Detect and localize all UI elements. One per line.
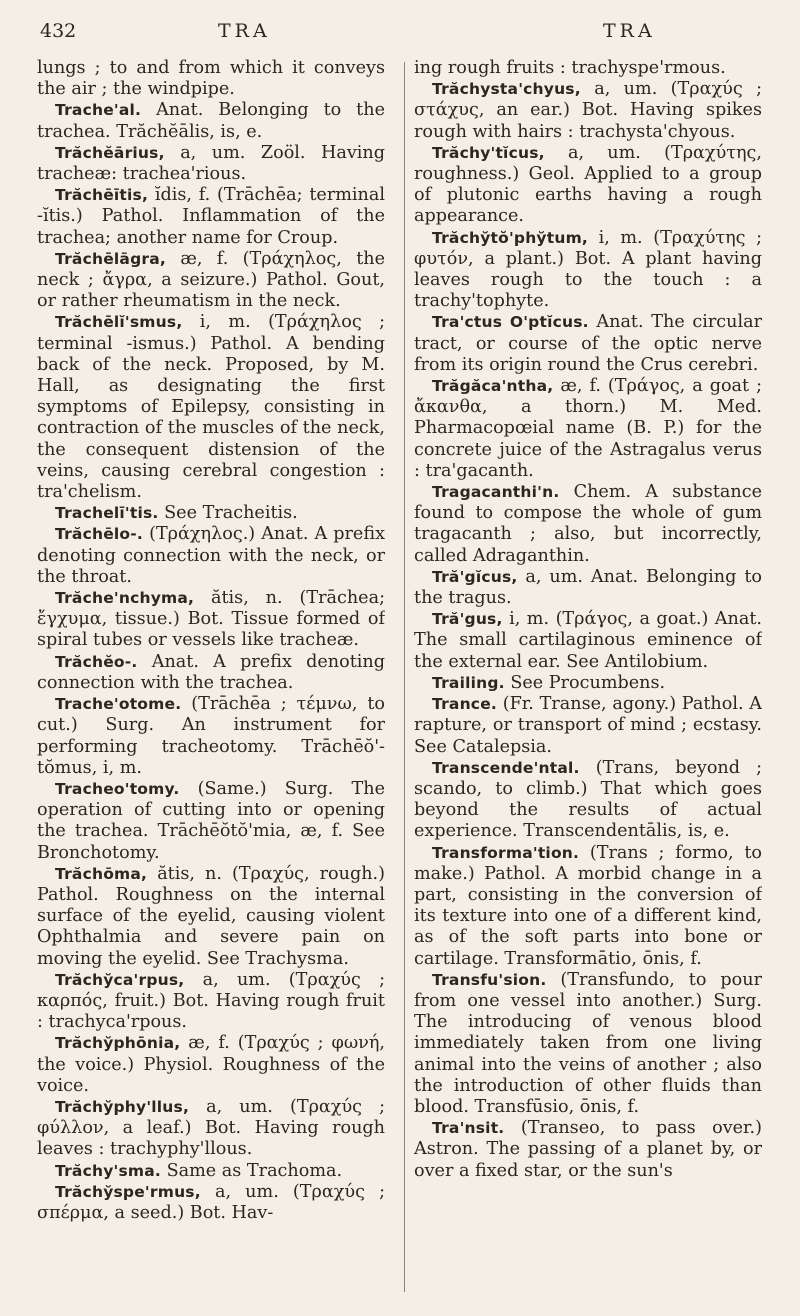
entry-headword: Tragacanthi'n. — [432, 483, 560, 502]
entry-text: See Procumbens. — [510, 672, 666, 693]
dictionary-entry — [37, 503, 385, 524]
dictionary-entry — [414, 376, 762, 482]
entry-headword: Trachelī'tis. — [55, 504, 159, 523]
entry-text: a, um. Zoöl. Having tracheæ: trachea'rious. — [37, 142, 385, 185]
dictionary-entry — [37, 970, 385, 1034]
right-running-head: TRA — [603, 20, 656, 42]
entry-text: a, um. (Τραχύς ; φύλλον, a leaf.) Bot. Having rough leaves : trachyphy'llous. — [37, 1096, 385, 1160]
entry-text: a, um. (Τραχύς ; καρπός, fruit.) Bot. Having rough fruit : trachyca'rpous. — [37, 969, 385, 1033]
entry-headword: Tra'ctus O'ptĭcus. — [432, 313, 589, 332]
entry-text: (Τράχηλος.) Anat. A prefix denoting connection with the neck, or the throat. — [37, 524, 385, 587]
entry-headword: Trăgăca'ntha, — [432, 377, 554, 396]
entry-text: æ, f. (Τράχηλος, the neck ; ἄγρα, a seizure.) Pathol. Gout, or rather rheumatism in the neck. — [37, 248, 385, 312]
page-number: 432 — [40, 20, 77, 42]
dictionary-entry — [414, 143, 762, 228]
entry-headword: Trăchēlĭ'smus, — [55, 313, 183, 332]
entry-headword: Trăchēlāgra, — [55, 249, 166, 268]
entry-text: ĭdis, f. (Trāchēa; terminal -ĭtis.) Pathol. Inflammation of the trachea; another name for Croup. — [37, 185, 385, 248]
dictionary-entry — [37, 864, 385, 970]
entry-text: ing rough fruits : trachyspe'rmous. — [414, 58, 726, 78]
entry-text: Anat. The circular tract, or course of the optic nerve from its origin round the Crus cerebri. — [414, 312, 762, 375]
left-column — [37, 58, 385, 1298]
entry-text: (Trans ; formo, to make.) Pathol. A morbid change in a part, consisting in the conversion of its texture into one of a different kind, as of the soft parts into bone or cartilage. Transformātio, ōnis, f. — [414, 842, 762, 969]
dictionary-entry — [37, 694, 385, 779]
entry-headword: Tră'gus, — [432, 610, 503, 629]
dictionary-entry — [414, 228, 762, 313]
right-column — [414, 58, 762, 1298]
entry-text: (Trāchēa ; τέμνω, to cut.) Surg. An instrument for performing tracheotomy. Trāchēŏ'tŏmus, i, m. — [37, 694, 385, 778]
entry-headword: Trailing. — [432, 673, 505, 692]
dictionary-entry — [37, 143, 385, 185]
dictionary-entry — [37, 58, 385, 100]
entry-headword: Trăchўphōnia, — [55, 1034, 181, 1053]
entry-headword: Tra'nsit. — [432, 1119, 505, 1138]
entry-headword: Trăchĕārius, — [55, 143, 165, 162]
entry-text: Anat. Belonging to the trachea. Trăchĕālis, is, e. — [37, 100, 385, 142]
entry-text: (Transfundo, to pour from one vessel into another.) Surg. The introducing of venous blood immediately taken from one living animal into the veins of another ; also the introduction of other fluids than blood. Transfūsio, ōnis, f. — [414, 969, 762, 1117]
entry-text: (Transeo, to pass over.) Astron. The passing of a planet by, or over a fixed star, or the sun's — [414, 1118, 762, 1181]
entry-headword: Trache'al. — [55, 101, 142, 120]
dictionary-entry — [414, 312, 762, 376]
entry-text: See Tracheitis. — [164, 503, 298, 524]
entry-headword: Trăchĕo-. — [55, 652, 138, 671]
dictionary-entry — [37, 1097, 385, 1161]
dictionary-entry — [37, 100, 385, 142]
dictionary-entry — [414, 567, 762, 609]
left-running-head: TRA — [218, 20, 271, 42]
entry-headword: Trăchy'tĭcus, — [432, 143, 545, 162]
entry-text: a, um. (Τραχύς ; σπέρμα, a seed.) Bot. Hav- — [37, 1181, 385, 1223]
entry-text: i, m. (Τράγος, a goat.) Anat. The small cartilaginous eminence of the external ear. See Antilobium. — [414, 609, 762, 672]
entry-headword: Trache'otome. — [55, 695, 182, 714]
entry-headword: Trăchēlo-. — [55, 525, 143, 544]
entry-text: (Trans, beyond ; scando, to climb.) That which goes beyond the results of actual experience. Transcendentālis, is, e. — [414, 757, 762, 842]
entry-text: æ, f. (Τράγος, a goat ; ἄκανθα, a thorn.) M. Med. Pharmacopœial name (B. P.) for the concrete juice of the Astragalus verus : tra'gacanth. — [414, 376, 762, 481]
entry-text: Chem. A substance found to compose the whole of gum tragacanth ; also, but incorrectly, called Adraganthin. — [414, 482, 762, 566]
entry-text: a, um. (Τραχύτης, roughness.) Geol. Applied to a group of plutonic earths having a rough appearance. — [414, 142, 762, 227]
entry-text: Anat. A prefix denoting connection with the trachea. — [37, 651, 385, 693]
entry-headword: Tră'gĭcus, — [432, 567, 518, 586]
dictionary-entry — [414, 673, 762, 694]
entry-headword: Transforma'tion. — [432, 843, 580, 862]
entry-text: ătis, n. (Trāchea; ἔγχυμα, tissue.) Bot. Tissue formed of spiral tubes or vessels like tracheæ. — [37, 588, 385, 651]
dictionary-entry — [414, 1118, 762, 1182]
dictionary-entry — [37, 1182, 385, 1224]
entry-headword: Trăchysta'chyus, — [432, 80, 581, 99]
entry-headword: Trăchўca'rpus, — [55, 970, 185, 989]
entry-headword: Transcende'ntal. — [432, 758, 580, 777]
entry-headword: Trance. — [432, 695, 497, 714]
entry-headword: Trăchўtŏ'phўtum, — [432, 228, 589, 247]
dictionary-entry — [37, 249, 385, 313]
dictionary-entry — [414, 609, 762, 673]
dictionary-entry — [414, 970, 762, 1118]
entry-headword: Trăche'nchyma, — [55, 589, 195, 608]
dictionary-entry — [37, 652, 385, 694]
dictionary-entry — [37, 779, 385, 864]
entry-headword: Trăchōma, — [55, 864, 148, 883]
column-divider — [404, 62, 405, 1292]
dictionary-entry — [414, 482, 762, 567]
entry-headword: Transfu'sion. — [432, 970, 547, 989]
page-header — [40, 20, 760, 50]
dictionary-entry — [414, 694, 762, 758]
entry-headword: Trăchēītis, — [55, 186, 149, 205]
entry-headword: Trăchўspe'rmus, — [55, 1182, 201, 1201]
dictionary-entry — [37, 524, 385, 588]
dictionary-entry — [37, 588, 385, 652]
entry-text: æ, f. (Τραχύς ; φωνή, the voice.) Physiol. Roughness of the voice. — [37, 1033, 385, 1096]
dictionary-entry — [37, 1161, 385, 1182]
dictionary-entry — [414, 58, 762, 79]
entry-headword: Trăchўphy'llus, — [55, 1097, 190, 1116]
entry-text: Same as Trachoma. — [166, 1160, 343, 1181]
dictionary-entry — [414, 843, 762, 970]
entry-text: a, um. Anat. Belonging to the tragus. — [414, 566, 762, 609]
entry-text: i, m. (Τραχύτης ; φυτόν, a plant.) Bot. A plant having leaves rough to the touch : a trachy'tophyte. — [414, 227, 762, 312]
dictionary-entry — [37, 312, 385, 503]
dictionary-entry — [37, 1033, 385, 1097]
entry-headword: Tracheo'tomy. — [55, 779, 180, 798]
dictionary-entry — [37, 185, 385, 249]
entry-text: a, um. (Τραχύς ; στάχυς, an ear.) Bot. Having spikes rough with hairs : trachysta'chyous. — [414, 79, 762, 142]
entry-text: (Fr. Transe, agony.) Pathol. A rapture, or transport of mind ; ecstasy. See Catalepsia. — [414, 694, 762, 757]
entry-text: lungs ; to and from which it conveys the air ; the windpipe. — [37, 58, 385, 100]
entry-text: (Same.) Surg. The operation of cutting into or opening the trachea. Trāchēŏtŏ'mia, æ, f. See Bronchotomy. — [37, 778, 385, 863]
dictionary-entry — [414, 79, 762, 143]
entry-text: ătis, n. (Τραχύς, rough.) Pathol. Roughness on the internal surface of the eyelid, causing violent Ophthalmia and severe pain on moving the eyelid. See Trachysma. — [37, 863, 385, 969]
dictionary-entry — [414, 758, 762, 843]
entry-headword: Trăchy'sma. — [55, 1161, 161, 1180]
entry-text: i, m. (Τράχηλος ; terminal -ismus.) Pathol. A bending back of the neck. Proposed, by M. Hall, as designating the first symptoms of Epilepsy, consisting in contraction of the muscles of the neck, the consequent distension of the veins, causing cerebral congestion : tra'chelism. — [37, 312, 385, 503]
